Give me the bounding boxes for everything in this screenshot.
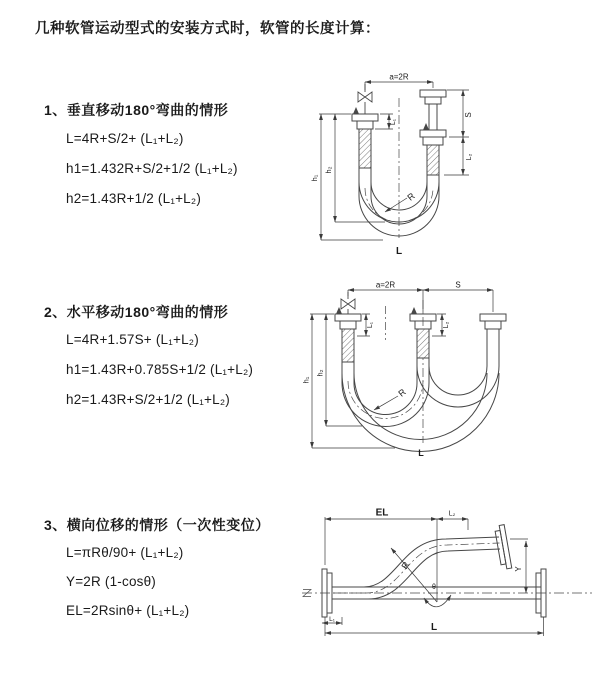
section-3-formula-l: L=πRθ/90+ (L₁+L₂) [66,545,184,560]
section-1-formula-l: L=4R+S/2+ (L₁+L₂) [66,131,184,146]
hose-assembly-drawing [302,525,592,617]
dim-label-el: EL [375,507,389,519]
dim-label-a2r: a=2R [375,280,396,290]
dim-label-l2: L₂ [448,510,456,518]
dimension-lines [322,517,544,636]
section-1-formula-h2: h2=1.43R+1/2 (L₁+L₂) [66,191,202,206]
hose-s-curve [333,537,499,587]
diagram-vertical-180-bend [303,70,583,260]
flow-arrow-icon [423,123,429,130]
section-2-formula-l: L=4R+1.57S+ (L₁+L₂) [66,332,199,347]
braided-hose-middle [417,329,429,358]
dim-label-s: S [455,280,461,290]
diagram-horizontal-180-bend [300,278,595,458]
section-1-formula-h1: h1=1.432R+S/2+1/2 (L₁+L₂) [66,161,238,176]
left-flange [335,314,361,321]
dim-label-l: L [418,448,424,458]
dim-label-l2: L₂ [443,321,450,329]
hose-assembly-drawing [335,292,506,452]
dim-label-y: Y [514,566,523,572]
hose-assembly-drawing [352,84,446,238]
dim-label-l: L [395,246,403,257]
dim-label-r: R [405,190,417,203]
braided-hose-right [427,145,439,175]
left-flange [352,114,378,121]
dim-label-l2: L₂ [466,153,473,161]
dim-label-l1: L₁ [390,118,397,126]
dim-label-s: S [464,112,473,118]
section-2-heading: 2、水平移动180°弯曲的情形 [44,304,229,320]
right-flange-upper [420,90,446,97]
dim-label-theta: θ [432,584,436,591]
dim-label-h2: h₂ [315,369,325,377]
page-title: 几种软管运动型式的安装方式时，软管的长度计算： [35,21,380,37]
dim-label-l1: L₁ [367,321,374,329]
dim-label-h2: h₂ [324,166,333,174]
right-flange-lower [420,130,446,137]
section-3-formula-y: Y=2R (1-cosθ) [66,574,157,589]
upper-flange-displaced [494,525,511,570]
braided-hose-left [342,329,354,362]
dim-label-r: R [396,386,408,399]
dim-label-a2r: a=2R [389,72,409,82]
flow-arrow-icon [411,307,417,314]
dim-label-r: R [399,560,412,571]
flow-arrow-icon [353,107,359,114]
right-flange-moved [480,314,506,321]
diagram-lateral-displacement [296,503,598,648]
dim-label-h1: h₁ [310,174,319,182]
dim-label-h1: h₁ [301,376,311,384]
braided-hose-left [359,129,371,168]
dimension-lines [319,82,469,240]
section-1-heading: 1、垂直移动180°弯曲的情形 [44,102,229,118]
dim-label-l: L [430,622,438,633]
section-3-formula-el: EL=2Rsinθ+ (L₁+L₂) [66,603,190,618]
section-3-heading: 3、横向位移的情形（一次性变位） [44,517,270,533]
dim-label-l1: L₁ [329,616,335,623]
section-2-formula-h1: h1=1.43R+0.785S+1/2 (L₁+L₂) [66,362,254,377]
section-2-formula-h2: h2=1.43R+S/2+1/2 (L₁+L₂) [66,392,230,407]
